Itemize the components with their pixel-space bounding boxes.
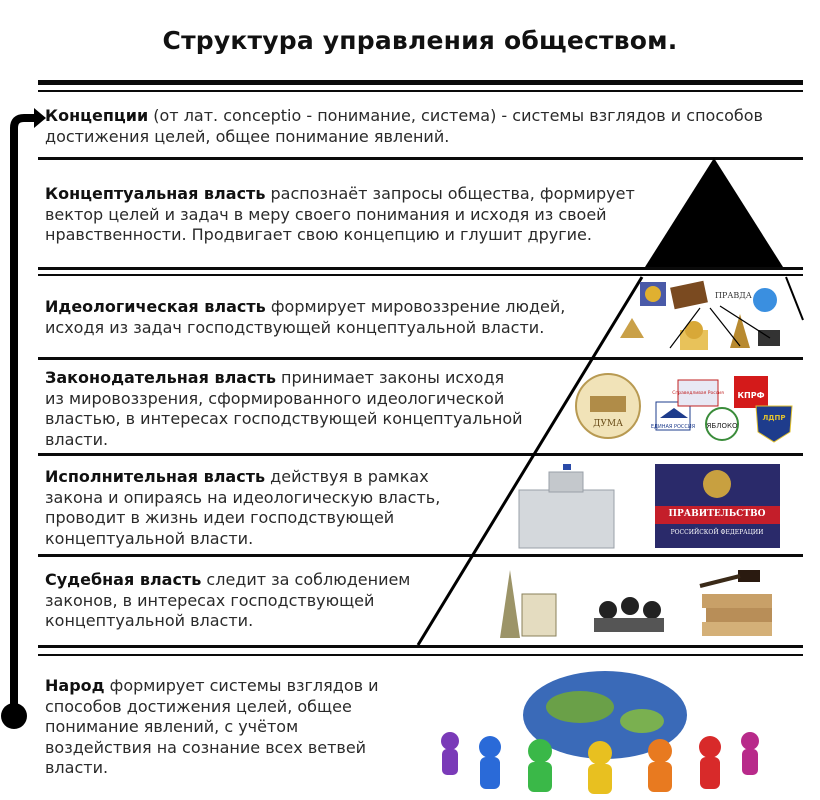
level-term: Народ [45, 676, 105, 695]
executive-collage [515, 462, 785, 552]
person-body-2 [480, 757, 500, 789]
government-tower-icon [549, 472, 583, 492]
law-book-icon [522, 594, 556, 636]
star-icon [645, 286, 661, 302]
party-logo-5 [756, 406, 792, 442]
level-text: формирует системы взглядов и способов достижения целей, общее понимание явлений, с учётом воздействия на сознание всех ветвей власти. [45, 676, 379, 777]
party-name-3: КПРФ [737, 391, 765, 400]
person-icon-4 [588, 741, 612, 765]
books-stack-icon-2 [706, 608, 772, 622]
books-stack-icon [702, 594, 772, 608]
person-body-3 [528, 762, 552, 792]
sign-line2: РОССИЙСКОЙ ФЕДЕРАЦИИ [670, 529, 764, 536]
party-name-5: ЛДПР [762, 414, 786, 422]
ray-2 [710, 308, 740, 346]
judge-icon-2 [621, 597, 639, 615]
level-text: действуя в рамках закона и опираясь на идеологическую власть, проводит в жизнь идеи господствующей концептуальной власти. [45, 467, 441, 548]
feedback-arrow-line [14, 118, 36, 712]
government-building-icon [519, 490, 614, 548]
flag-icon [563, 464, 571, 470]
level-term: Законодательная власть [45, 368, 276, 387]
person-body-4 [588, 764, 612, 794]
level-text: формирует мировоззрение людей, исходя из задач господствующей концептуальной власти. [45, 297, 566, 337]
person-icon-6 [699, 736, 721, 758]
legislature-collage [570, 362, 802, 450]
feedback-arrow-origin [1, 703, 27, 729]
level-term: Концепции [45, 106, 149, 125]
duma-label: ДУМА [593, 419, 623, 429]
party-name-4: ЯБЛОКО [706, 422, 738, 430]
globe-land-icon [546, 691, 614, 723]
person-icon-3 [528, 739, 552, 763]
person-icon-1 [441, 732, 459, 750]
judge-icon-1 [599, 601, 617, 619]
person-body-6 [700, 757, 720, 789]
globe-land-icon-2 [620, 709, 664, 733]
person-icon-7 [741, 732, 759, 750]
level-text: (от лат. conceptio - понимание, система) - системы взглядов и способов достижения целей, общее понимание явлений. [45, 106, 763, 146]
level-text: принимает законы исходя из мировоззрения, сформированного идеологической властью, в интересах господствующей концептуальной власти. [45, 368, 523, 449]
book-icon [670, 281, 708, 310]
level-judicial [45, 570, 420, 632]
browser-icon [753, 288, 777, 312]
books-stack-icon-3 [702, 622, 772, 636]
eagle-emblem-icon [703, 470, 731, 498]
level-term: Исполнительная власть [45, 467, 266, 486]
person-body-1 [442, 749, 458, 775]
duma-building-icon [590, 396, 626, 412]
church-icon [620, 318, 644, 338]
party-name-1: ЕДИНАЯ РОССИЯ [650, 424, 696, 430]
person-icon-2 [479, 736, 501, 758]
judge-icon-3 [643, 601, 661, 619]
judges-bench-icon [594, 618, 664, 632]
gavel-handle-icon [700, 576, 740, 586]
level-executive [45, 467, 450, 549]
ideology-collage [610, 278, 800, 356]
person-body-5 [648, 762, 672, 792]
level-conceptual [45, 184, 655, 246]
themis-statue-icon [500, 570, 520, 638]
level-term: Концептуальная власть [45, 184, 266, 203]
pravda-label: ПРАВДА [715, 291, 752, 300]
level-term: Судебная власть [45, 570, 202, 589]
page-title: Структура управления обществом. [162, 26, 678, 55]
level-term: Идеологическая власть [45, 297, 266, 316]
people-globe-illustration [420, 665, 790, 795]
level-ideological [45, 297, 590, 338]
level-text: распознаёт запросы общества, формирует вектор целей и задач в меру своего понимания и исходя из своей нравственности. Продвигает свою концепцию и глушит другие. [45, 184, 635, 244]
level-legislative [45, 368, 525, 450]
level-concepts [45, 106, 805, 147]
judiciary-collage [470, 560, 782, 642]
pyramid-apex [645, 158, 783, 267]
sign-line1: ПРАВИТЕЛЬСТВО [668, 509, 766, 519]
level-people [45, 676, 390, 779]
level-text: следит за соблюдением законов, в интересах господствующей концептуальной власти. [45, 570, 411, 630]
person-body-7 [742, 749, 758, 775]
party-name-2: Справедливая Россия [672, 391, 724, 396]
person-icon-5 [648, 739, 672, 763]
gavel-head-icon [738, 570, 760, 582]
